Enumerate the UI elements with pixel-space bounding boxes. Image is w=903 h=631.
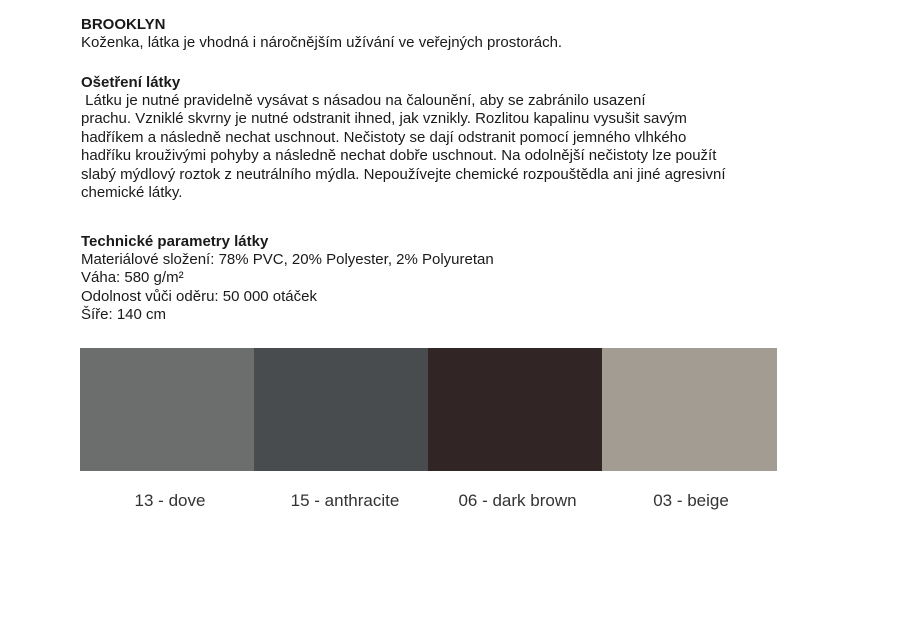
care-line: hadříkem a následně nechat uschnout. Nečistoty se dají odstranit pomocí jemného vlhkého [81,128,687,146]
swatch-beige [602,348,777,471]
swatch-label-dove: 13 - dove [134,491,206,510]
care-line: Látku je nutné pravidelně vysávat s násadou na čalounění, aby se zabránilo usazení [81,91,646,109]
technical-line: Váha: 580 g/m² [81,269,184,286]
swatch-dove [80,348,254,471]
care-line: prachu. Vzniklé skvrny je nutné odstranit ihned, jak vznikly. Rozlitou kapalinu vysušit savým [81,110,687,127]
swatch-anthracite [254,348,428,471]
care-heading: Ošetření látky [81,73,181,91]
swatch-labels [80,491,777,511]
swatch-label-anthracite: 15 - anthracite [290,491,400,510]
technical-line: Materiálové složení: 78% PVC, 20% Polyester, 2% Polyuretan [81,250,494,268]
technical-section [81,233,841,325]
color-swatches [80,348,777,471]
swatch-label-beige: 03 - beige [653,491,729,510]
swatch-dark-brown [428,348,602,471]
care-line: hadříku krouživými pohyby a následně nechat dobře uschnout. Na odolnější nečistoty lze použít [81,147,717,164]
technical-line: Šíře: 140 cm [81,306,167,323]
swatch-label-dark-brown: 06 - dark brown [458,491,577,510]
technical-line: Odolnost vůči oděru: 50 000 otáček [81,287,317,305]
care-line: slabý mýdlový roztok z neutrálního mýdla. Nepoužívejte chemické rozpouštědla ani jiné agresivní [81,165,726,183]
technical-heading: Technické parametry látky [81,232,269,250]
care-line: chemické látky. [81,184,183,201]
product-description: Koženka, látka je vhodná i náročnějším užívání ve veřejných prostorách. [81,34,563,51]
care-section [81,74,841,203]
product-title: BROOKLYN [81,16,166,33]
document-body [81,16,841,325]
